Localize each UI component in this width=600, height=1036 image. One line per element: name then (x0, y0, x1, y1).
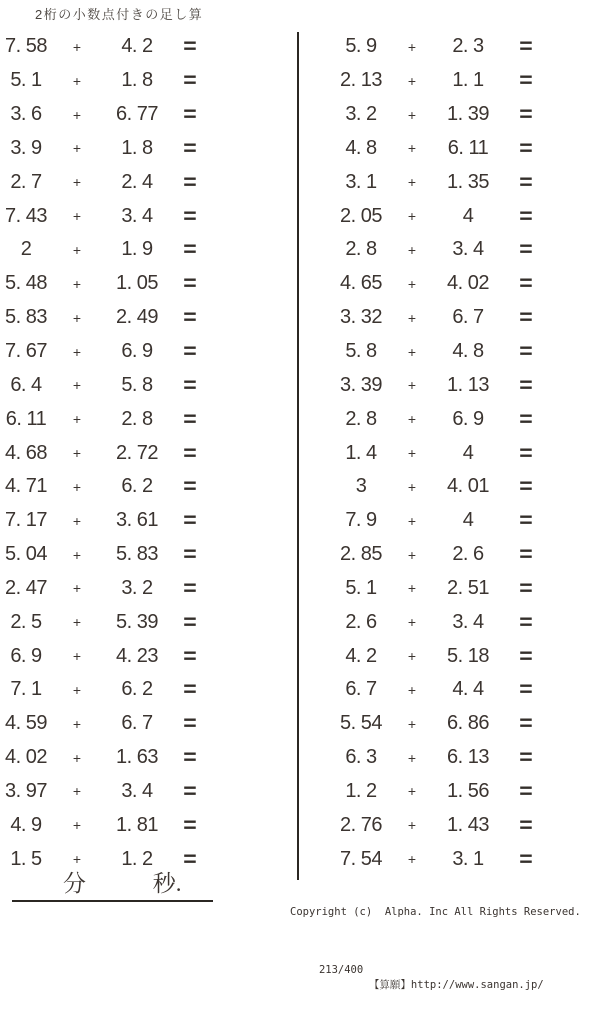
operand-b: 4. 4 (452, 678, 484, 701)
equals-sign: = (183, 778, 197, 804)
operand-b: 1. 8 (121, 69, 153, 92)
problem-row (330, 504, 548, 538)
operand-a: 5. 1 (10, 69, 42, 92)
plus-operator: + (407, 445, 417, 462)
operand-b: 6. 13 (447, 746, 489, 769)
plus-operator: + (72, 817, 82, 834)
plus-operator: + (72, 648, 82, 665)
operand-b: 6. 2 (121, 678, 153, 701)
plus-operator: + (72, 208, 82, 225)
problem-row (0, 673, 208, 707)
problem-row (0, 775, 208, 809)
operand-a: 2. 13 (340, 69, 382, 92)
problem-row (0, 132, 208, 166)
plus-operator: + (72, 749, 82, 766)
operand-b: 3. 4 (121, 779, 153, 802)
operand-a: 6. 4 (10, 373, 42, 396)
equals-sign: = (183, 575, 197, 601)
operand-a: 2. 6 (345, 610, 377, 633)
operand-b: 6. 7 (121, 712, 153, 735)
problems-column-right (330, 30, 548, 876)
plus-operator: + (407, 817, 417, 834)
problem-row (0, 639, 208, 673)
problems-column-left (0, 30, 208, 876)
operand-a: 5. 8 (345, 340, 377, 363)
equals-sign: = (183, 203, 197, 229)
plus-operator: + (72, 546, 82, 563)
problem-row (330, 707, 548, 741)
operand-a: 6. 9 (10, 644, 42, 667)
operand-a: 5. 1 (345, 576, 377, 599)
plus-operator: + (72, 715, 82, 732)
minutes-label: 分 (63, 871, 86, 896)
equals-sign: = (519, 575, 533, 601)
problem-row (0, 233, 208, 267)
operand-b: 1. 63 (116, 746, 158, 769)
operand-a: 3. 32 (340, 306, 382, 329)
seconds-label: 秒. (152, 871, 182, 896)
operand-b: 6. 2 (121, 475, 153, 498)
problem-row (330, 64, 548, 98)
equals-sign: = (519, 812, 533, 838)
operand-b: 4. 2 (121, 35, 153, 58)
plus-operator: + (407, 648, 417, 665)
operand-a: 4. 8 (345, 136, 377, 159)
plus-operator: + (407, 749, 417, 766)
operand-a: 3. 6 (10, 103, 42, 126)
equals-sign: = (519, 203, 533, 229)
copyright-text: Copyright (c) Alpha. Inc All Rights Reserved. (290, 906, 581, 918)
operand-a: 3. 9 (10, 136, 42, 159)
equals-sign: = (519, 609, 533, 635)
equals-sign: = (519, 406, 533, 432)
operand-b: 4. 02 (447, 272, 489, 295)
problem-row (0, 808, 208, 842)
problem-row (330, 572, 548, 606)
operand-b: 3. 61 (116, 509, 158, 532)
problem-row (330, 335, 548, 369)
equals-sign: = (183, 710, 197, 736)
equals-sign: = (183, 677, 197, 702)
problem-row (330, 741, 548, 775)
problem-row (330, 842, 548, 876)
plus-operator: + (72, 851, 82, 868)
problem-row (330, 267, 548, 301)
equals-sign: = (183, 406, 197, 432)
operand-a: 7. 9 (345, 509, 377, 532)
equals-sign: = (183, 67, 197, 93)
equals-sign: = (519, 440, 533, 465)
equals-sign: = (519, 271, 533, 296)
plus-operator: + (407, 546, 417, 563)
operand-a: 4. 68 (5, 441, 47, 464)
operand-b: 2. 4 (121, 170, 153, 193)
equals-sign: = (183, 440, 197, 465)
equals-sign: = (519, 507, 533, 533)
operand-a: 7. 17 (5, 509, 47, 532)
problem-row (330, 470, 548, 504)
operand-a: 7. 1 (10, 678, 42, 701)
plus-operator: + (72, 106, 82, 123)
problem-row (0, 165, 208, 199)
problem-row (330, 368, 548, 402)
operand-a: 5. 9 (345, 35, 377, 58)
operand-a: 2 (20, 238, 32, 261)
equals-sign: = (519, 135, 533, 161)
operand-b: 6. 7 (452, 306, 484, 329)
operand-b: 3. 2 (121, 576, 153, 599)
operand-a: 5. 83 (5, 306, 47, 329)
plus-operator: + (407, 309, 417, 326)
equals-sign: = (519, 710, 533, 736)
operand-a: 5. 48 (5, 272, 47, 295)
plus-operator: + (407, 174, 417, 191)
plus-operator: + (72, 343, 82, 360)
operand-a: 3. 2 (345, 103, 377, 126)
operand-a: 2. 7 (10, 170, 42, 193)
operand-a: 3. 39 (340, 373, 382, 396)
operand-b: 2. 51 (447, 576, 489, 599)
plus-operator: + (72, 174, 82, 191)
operand-a: 3 (355, 475, 367, 498)
operand-b: 5. 18 (447, 644, 489, 667)
operand-a: 7. 67 (5, 340, 47, 363)
equals-sign: = (183, 237, 197, 262)
operand-a: 4. 59 (5, 712, 47, 735)
equals-sign: = (183, 507, 197, 533)
problem-row (330, 98, 548, 132)
operand-b: 1. 56 (447, 779, 489, 802)
equals-sign: = (519, 677, 533, 702)
problem-row (0, 470, 208, 504)
equals-sign: = (183, 304, 197, 330)
plus-operator: + (407, 377, 417, 394)
plus-operator: + (407, 614, 417, 631)
operand-b: 4 (462, 204, 474, 227)
operand-b: 4. 23 (116, 644, 158, 667)
problem-row (330, 301, 548, 335)
plus-operator: + (407, 715, 417, 732)
problem-row (330, 132, 548, 166)
operand-b: 1. 9 (121, 238, 153, 261)
equals-sign: = (519, 778, 533, 804)
operand-b: 1. 43 (447, 813, 489, 836)
operand-b: 1. 35 (447, 170, 489, 193)
operand-a: 2. 47 (5, 576, 47, 599)
problem-row (0, 538, 208, 572)
operand-a: 4. 65 (340, 272, 382, 295)
problem-row (330, 538, 548, 572)
equals-sign: = (519, 101, 533, 127)
operand-a: 6. 3 (345, 746, 377, 769)
operand-b: 1. 81 (116, 813, 158, 836)
problem-row (0, 605, 208, 639)
plus-operator: + (72, 614, 82, 631)
equals-sign: = (183, 541, 197, 567)
operand-a: 4. 2 (345, 644, 377, 667)
operand-b: 6. 11 (447, 136, 489, 159)
problem-row (330, 775, 548, 809)
footer-second-line (281, 949, 596, 1007)
problem-row (330, 199, 548, 233)
plus-operator: + (72, 411, 82, 428)
operand-b: 2. 6 (452, 543, 484, 566)
equals-sign: = (519, 34, 533, 59)
problem-row (330, 605, 548, 639)
operand-a: 2. 85 (340, 543, 382, 566)
operand-a: 3. 1 (345, 170, 377, 193)
problem-row (0, 402, 208, 436)
plus-operator: + (72, 580, 82, 597)
problem-row (0, 707, 208, 741)
equals-sign: = (183, 474, 197, 499)
operand-b: 5. 8 (121, 373, 153, 396)
operand-a: 1. 5 (10, 847, 42, 870)
plus-operator: + (407, 140, 417, 157)
plus-operator: + (407, 72, 417, 89)
plus-operator: + (72, 783, 82, 800)
equals-sign: = (519, 338, 533, 364)
equals-sign: = (519, 304, 533, 330)
operand-b: 3. 1 (452, 847, 484, 870)
equals-sign: = (519, 372, 533, 398)
equals-sign: = (183, 744, 197, 770)
operand-a: 2. 76 (340, 813, 382, 836)
site-link: 【算願】http://www.sangan.jp/ (368, 978, 544, 991)
operand-b: 4 (462, 509, 474, 532)
plus-operator: + (72, 140, 82, 157)
equals-sign: = (183, 271, 197, 296)
page-number: 213/400 (318, 964, 364, 976)
problem-row (330, 673, 548, 707)
footer (281, 876, 596, 1036)
equals-sign: = (519, 643, 533, 668)
operand-b: 2. 3 (452, 35, 484, 58)
plus-operator: + (407, 478, 417, 495)
problem-row (0, 436, 208, 470)
operand-b: 1. 13 (447, 373, 489, 396)
operand-b: 1. 39 (447, 103, 489, 126)
equals-sign: = (519, 67, 533, 93)
operand-a: 5. 54 (340, 712, 382, 735)
operand-a: 6. 7 (345, 678, 377, 701)
problem-row (330, 402, 548, 436)
operand-b: 5. 39 (116, 610, 158, 633)
time-record-area (12, 866, 213, 902)
operand-b: 1. 2 (121, 847, 153, 870)
equals-sign: = (519, 169, 533, 195)
operand-a: 7. 58 (5, 35, 47, 58)
problem-row (330, 436, 548, 470)
operand-b: 6. 77 (116, 103, 158, 126)
plus-operator: + (407, 783, 417, 800)
problem-row (0, 30, 208, 64)
operand-a: 2. 8 (345, 238, 377, 261)
plus-operator: + (407, 106, 417, 123)
operand-a: 3. 97 (5, 779, 47, 802)
plus-operator: + (407, 343, 417, 360)
problem-row (330, 639, 548, 673)
problem-row (0, 504, 208, 538)
plus-operator: + (72, 72, 82, 89)
operand-a: 2. 05 (340, 204, 382, 227)
operand-b: 3. 4 (452, 238, 484, 261)
problem-row (330, 233, 548, 267)
operand-a: 4. 02 (5, 746, 47, 769)
operand-a: 6. 11 (5, 407, 47, 430)
operand-b: 2. 8 (121, 407, 153, 430)
operand-b: 6. 9 (121, 340, 153, 363)
column-divider-line (297, 32, 299, 880)
problem-row (0, 368, 208, 402)
problem-row (330, 808, 548, 842)
operand-a: 4. 9 (10, 813, 42, 836)
problem-row (330, 165, 548, 199)
plus-operator: + (72, 478, 82, 495)
operand-a: 1. 2 (345, 779, 377, 802)
operand-a: 2. 8 (345, 407, 377, 430)
plus-operator: + (407, 681, 417, 698)
operand-a: 1. 4 (345, 441, 377, 464)
equals-sign: = (183, 169, 197, 195)
problem-row (330, 30, 548, 64)
operand-b: 5. 83 (116, 543, 158, 566)
operand-a: 4. 71 (5, 475, 47, 498)
operand-b: 6. 9 (452, 407, 484, 430)
equals-sign: = (183, 846, 197, 872)
operand-b: 1. 8 (121, 136, 153, 159)
operand-b: 1. 05 (116, 272, 158, 295)
problem-row (0, 267, 208, 301)
operand-a: 5. 04 (5, 543, 47, 566)
plus-operator: + (72, 309, 82, 326)
equals-sign: = (519, 237, 533, 262)
problem-row (0, 572, 208, 606)
problem-row (0, 301, 208, 335)
equals-sign: = (183, 372, 197, 398)
operand-b: 4. 01 (447, 475, 489, 498)
plus-operator: + (407, 851, 417, 868)
equals-sign: = (183, 812, 197, 838)
plus-operator: + (407, 411, 417, 428)
equals-sign: = (183, 101, 197, 127)
operand-a: 7. 43 (5, 204, 47, 227)
operand-a: 2. 5 (10, 610, 42, 633)
plus-operator: + (72, 377, 82, 394)
plus-operator: + (407, 38, 417, 55)
problem-row (0, 335, 208, 369)
equals-sign: = (519, 744, 533, 770)
equals-sign: = (183, 609, 197, 635)
operand-b: 4. 8 (452, 340, 484, 363)
equals-sign: = (183, 34, 197, 59)
equals-sign: = (519, 846, 533, 872)
operand-b: 3. 4 (121, 204, 153, 227)
plus-operator: + (72, 445, 82, 462)
plus-operator: + (407, 580, 417, 597)
plus-operator: + (407, 208, 417, 225)
problem-row (0, 199, 208, 233)
equals-sign: = (183, 643, 197, 668)
plus-operator: + (72, 681, 82, 698)
operand-b: 2. 49 (116, 306, 158, 329)
page-title: 2桁の小数点付きの足し算 (35, 7, 204, 22)
plus-operator: + (407, 241, 417, 258)
equals-sign: = (519, 474, 533, 499)
problem-row (0, 98, 208, 132)
equals-sign: = (519, 541, 533, 567)
plus-operator: + (72, 275, 82, 292)
equals-sign: = (183, 135, 197, 161)
operand-a: 7. 54 (340, 847, 382, 870)
problem-row (0, 64, 208, 98)
operand-b: 2. 72 (116, 441, 158, 464)
problem-row (0, 741, 208, 775)
operand-b: 1. 1 (452, 69, 484, 92)
plus-operator: + (72, 241, 82, 258)
plus-operator: + (72, 512, 82, 529)
plus-operator: + (407, 512, 417, 529)
equals-sign: = (183, 338, 197, 364)
plus-operator: + (72, 38, 82, 55)
operand-b: 3. 4 (452, 610, 484, 633)
plus-operator: + (407, 275, 417, 292)
operand-b: 6. 86 (447, 712, 489, 735)
operand-b: 4 (462, 441, 474, 464)
